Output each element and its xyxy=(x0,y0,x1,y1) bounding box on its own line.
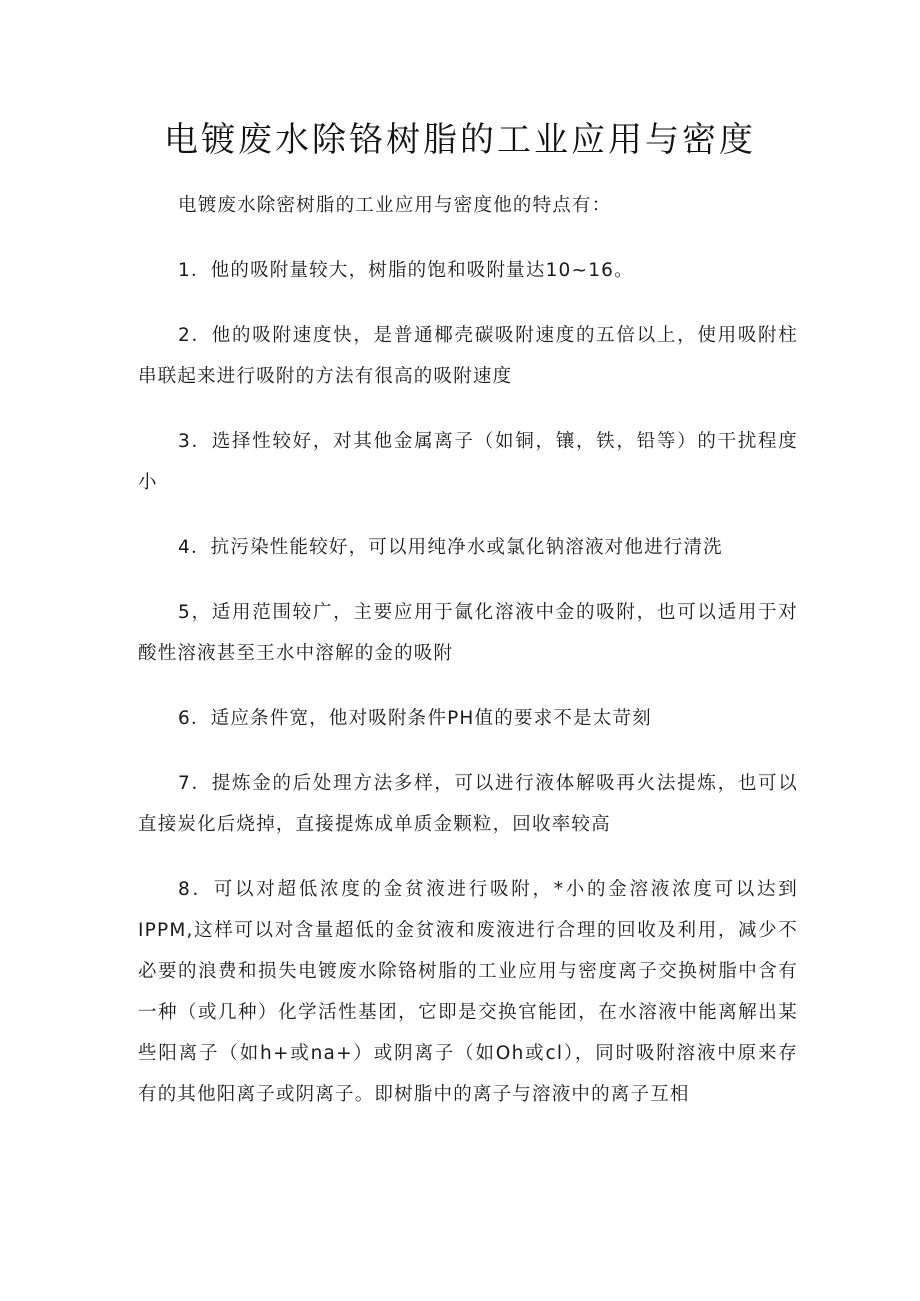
list-item: 8．可以对超低浓度的金贫液进行吸附，*小的金溶液浓度可以达到IPPM,这样可以对含量超低的金贫液和废液进行合理的回收及利用，减少不必要的浪费和损失电镀废水除铬树脂的工业应用与密度离子交换树脂中含有一种（或几种）化学活性基团，它即是交换官能团，在水溶液中能离解出某些阳离子（如h+或na+）或阴离子（如Oh或cl），同时吸附溶液中原来存有的其他阳离子或阴离子。即树脂中的离子与溶液中的离子互相 xyxy=(138,879,798,1105)
list-item: 5，适用范围较广，主要应用于氤化溶液中金的吸附，也可以适用于对酸性溶液甚至王水中溶解的金的吸附 xyxy=(138,602,798,664)
intro-paragraph: 电镀废水除密树脂的工业应用与密度他的特点有： xyxy=(178,195,612,216)
list-item: 6．适应条件宽，他对吸附条件PH值的要求不是太苛刻 xyxy=(178,708,652,729)
document-body xyxy=(138,185,798,1139)
list-item: 1．他的吸附量较大，树脂的饱和吸附量达10~16。 xyxy=(178,260,634,281)
list-item: 2．他的吸附速度快，是普通椰壳碳吸附速度的五倍以上，使用吸附柱串联起来进行吸附的方法有很高的吸附速度 xyxy=(138,325,798,387)
document-title: 电镀废水除铬树脂的工业应用与密度 xyxy=(164,120,756,160)
list-item: 4．抗污染性能较好，可以用纯净水或氯化钠溶液对他进行清洗 xyxy=(178,537,723,558)
list-item: 7．提炼金的后处理方法多样，可以进行液体解吸再火法提炼，也可以直接炭化后烧掉，直接提炼成单质金颗粒，回收率较高 xyxy=(138,773,798,835)
list-item: 3．选择性较好，对其他金属离子（如铜，镶，铁，铅等）的干扰程度小 xyxy=(138,431,798,493)
